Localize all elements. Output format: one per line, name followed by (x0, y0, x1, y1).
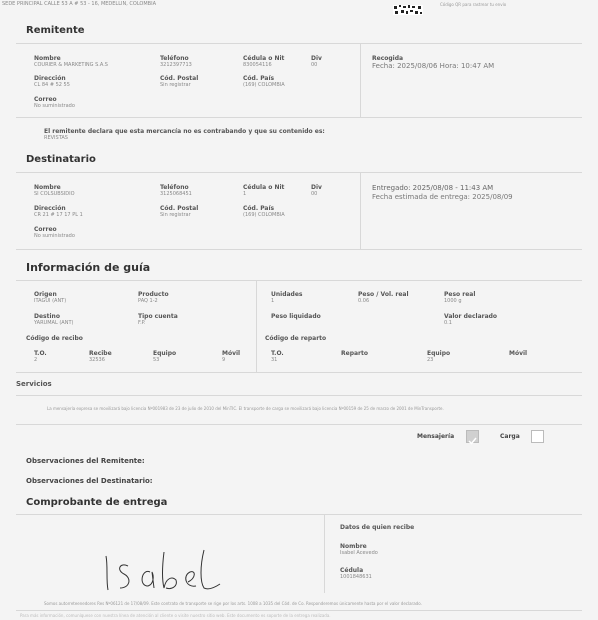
des-div: 00 (311, 191, 318, 197)
des-direccion: CR 21 # 17 17 PL 1 (34, 212, 83, 218)
declaracion-text: El remitente declara que esta mercancía no es contrabando y que su contenido es: (44, 128, 325, 135)
rem-direccion-label: Dirección (34, 75, 66, 82)
des-telefono: 3125068451 (160, 191, 192, 197)
des-postal-label: Cód. Postal (160, 205, 199, 212)
rem-pais-label: Cód. País (243, 75, 275, 82)
codrecibo-label: Código de recibo (26, 335, 83, 342)
recogida-label: Recogida (372, 55, 404, 62)
movil2-label: Móvil (509, 350, 528, 357)
pesovol: 0.06 (358, 298, 370, 304)
datos-recibe: Datos de quien recibe (340, 524, 415, 531)
servicios-title: Servicios (16, 380, 52, 388)
equipo1-label: Equipo (153, 350, 177, 357)
guia-title: Información de guía (26, 261, 151, 274)
recibe-cedula-label: Cédula (340, 567, 364, 574)
des-pais: (169) COLOMBIA (243, 212, 285, 218)
producto-label: Producto (138, 291, 169, 298)
des-telefono-label: Teléfono (160, 184, 189, 191)
carga-label: Carga (500, 433, 520, 440)
des-pais-label: Cód. País (243, 205, 275, 212)
pesoliq-label: Peso liquidado (271, 313, 321, 320)
declaracion-contenido: REVISTAS (44, 135, 68, 141)
company-address: SEDE PRINCIPAL CALLE 53 A # 53 - 16, MEDELLIN, COLOMBIA (2, 1, 157, 7)
recibe: 32536 (89, 357, 105, 363)
tipocuenta-label: Tipo cuenta (138, 313, 178, 320)
origen: ITAGUI (ANT) (34, 298, 67, 304)
recibe-label: Recibe (89, 350, 112, 357)
recibe-nombre: Isabel Acevedo (340, 550, 378, 556)
rem-telefono-label: Teléfono (160, 55, 189, 62)
recibe-nombre-label: Nombre (340, 543, 367, 550)
des-correo: No suministrado (34, 233, 75, 239)
obs-destinatario: Observaciones del Destinatario: (26, 477, 153, 485)
rem-direccion: CL 84 # 52 55 (34, 82, 70, 88)
origen-label: Origen (34, 291, 57, 298)
qr-caption: Código QR para rastrear tu envío (440, 2, 507, 7)
rem-cedula-label: Cédula o Nit (243, 55, 285, 62)
comprobante-footer-2: Para más información, comuníquese con nuestra línea de atención al cliente o visite nuestro sitio web. Este documento es soporte de la entrega realizada. (20, 613, 331, 618)
rem-pais: (169) COLOMBIA (243, 82, 285, 88)
producto: PAQ 1-2 (138, 298, 158, 304)
pesoreal: 1000 g (444, 298, 462, 304)
to2: 31 (271, 357, 278, 363)
carga-checkbox[interactable] (531, 430, 544, 443)
valor-label: Valor declarado (444, 313, 498, 320)
servicios-legal: La mensajería expresa se movilizará bajo licencia Nº001983 de 23 de julio de 2010 del MinTIC. El transporte de carga se movilizará bajo licencia Nº00159 de 25 de marzo de 2001 de MinTransporte. (47, 406, 444, 411)
fecha-estimada: Fecha estimada de entrega: 2025/08/09 (372, 193, 513, 201)
des-direccion-label: Dirección (34, 205, 66, 212)
movil1: 9 (222, 357, 226, 363)
rem-telefono: 3212397713 (160, 62, 192, 68)
remitente-title: Remitente (26, 25, 85, 36)
unidades: 1 (271, 298, 275, 304)
to1-label: T.O. (34, 350, 47, 357)
unidades-label: Unidades (271, 291, 303, 298)
qr-code (393, 0, 423, 10)
to1: 2 (34, 357, 38, 363)
rem-div: 00 (311, 62, 318, 68)
entregado-value: Entregado: 2025/08/08 - 11:43 AM (372, 184, 494, 192)
signature-image (100, 548, 240, 598)
movil1-label: Móvil (222, 350, 241, 357)
reparto-label: Reparto (341, 350, 368, 357)
rem-postal: Sin registrar (160, 82, 191, 88)
codreparto-label: Código de reparto (265, 335, 327, 342)
destinatario-title: Destinatario (26, 154, 96, 165)
valor: 0.1 (444, 320, 452, 326)
rem-div-label: Div (311, 55, 322, 62)
equipo2-label: Equipo (427, 350, 451, 357)
rem-cedula: 830054116 (243, 62, 272, 68)
to2-label: T.O. (271, 350, 284, 357)
comprobante-footer: Somos autorreteenedores Res Nº06121 de 17/08/09. Este contrato de transporte se rige por los arts. 1008 a 1035 del Cód. de Co. Responderemos únicamente hasta por el valor declarado. (44, 601, 422, 606)
des-cedula: 1 (243, 191, 247, 197)
mensajeria-checkbox[interactable] (466, 430, 479, 443)
rem-postal-label: Cód. Postal (160, 75, 199, 82)
rem-correo-label: Correo (34, 96, 57, 103)
rem-nombre: COURIER & MARKETING S.A.S (34, 62, 108, 68)
comprobante-title: Comprobante de entrega (26, 497, 168, 508)
destino: YARUMAL (ANT) (34, 320, 74, 326)
mensajeria-label: Mensajería (417, 433, 455, 440)
obs-remitente: Observaciones del Remitente: (26, 457, 145, 465)
equipo2: 23 (427, 357, 434, 363)
tipocuenta: F.P. (138, 320, 146, 326)
recibe-cedula: 1001848631 (340, 574, 372, 580)
pesoreal-label: Peso real (444, 291, 476, 298)
des-postal: Sin registrar (160, 212, 191, 218)
pesovol-label: Peso / Vol. real (358, 291, 409, 298)
des-nombre-label: Nombre (34, 184, 61, 191)
equipo1: 53 (153, 357, 160, 363)
des-div-label: Div (311, 184, 322, 191)
des-cedula-label: Cédula o Nit (243, 184, 285, 191)
rem-correo: No suministrado (34, 103, 75, 109)
destino-label: Destino (34, 313, 60, 320)
rem-nombre-label: Nombre (34, 55, 61, 62)
des-correo-label: Correo (34, 226, 57, 233)
recogida-value: Fecha: 2025/08/06 Hora: 10:47 AM (372, 62, 495, 70)
des-nombre: SI COLSUBSIDIO (34, 191, 75, 197)
